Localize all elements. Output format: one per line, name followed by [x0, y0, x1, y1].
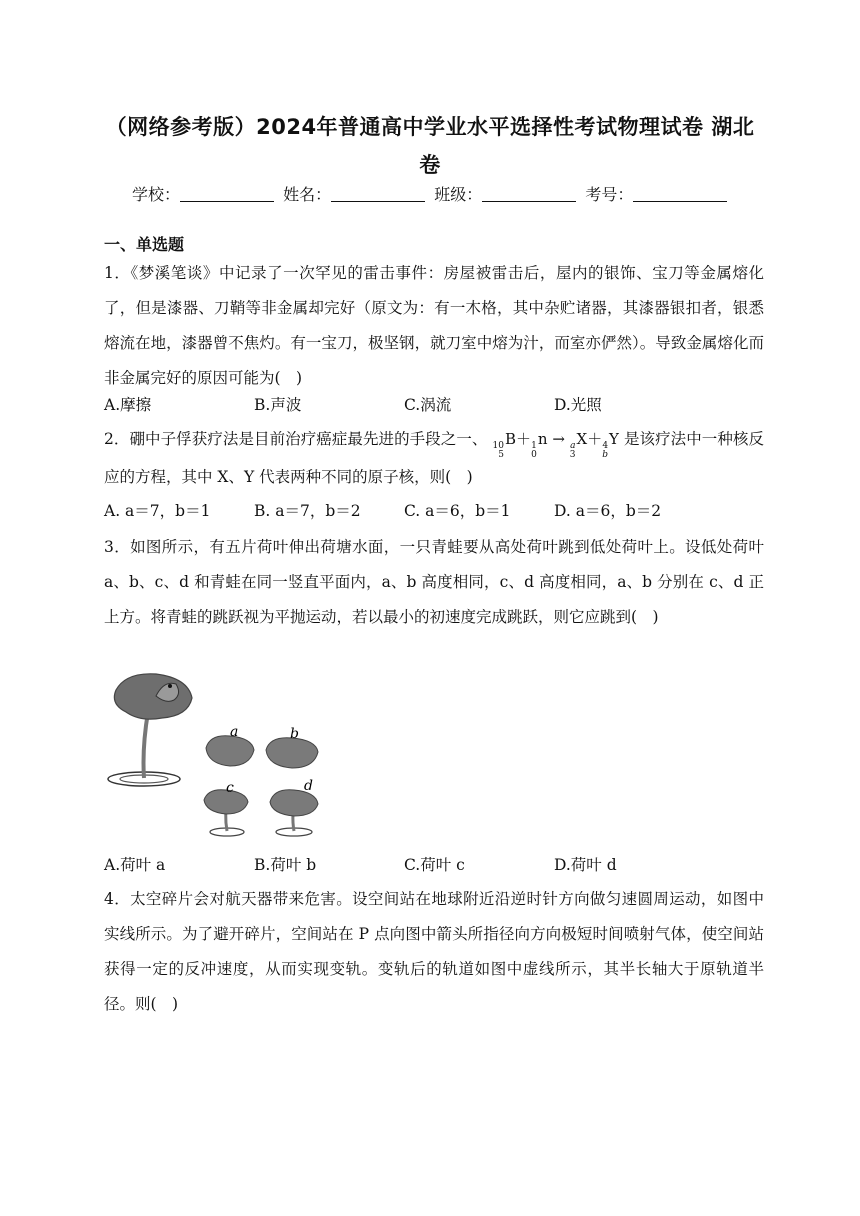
class-label: 班级：	[434, 185, 483, 204]
q3-option-b[interactable]: B.荷叶 b	[254, 856, 317, 874]
leaf-a	[206, 736, 254, 766]
student-info-line	[132, 182, 752, 208]
question-3-text: 3．如图所示，有五片荷叶伸出荷塘水面，一只青蛙要从高处荷叶跳到低处荷叶上。设低处荷叶 a、b、c、d 和青蛙在同一竖直平面内，a、b 高度相同，c、d 高度相同，a、b 分别在 c、d 正上方。将青蛙的跳跃视为平抛运动，若以最小的初速度完成跳跃，则它应跳到( )	[104, 538, 764, 626]
school-label: 学校：	[132, 185, 181, 204]
class-blank[interactable]	[482, 183, 576, 202]
q1-option-b[interactable]: B.声波	[254, 396, 302, 414]
school-blank[interactable]	[180, 183, 274, 202]
high-leaf	[114, 674, 192, 719]
frog-eye	[168, 684, 172, 688]
leaf-c-label: c	[226, 780, 234, 796]
leaf-d-label: d	[304, 778, 313, 794]
question-2-text	[104, 422, 764, 495]
lotus-leaves-figure	[104, 668, 344, 848]
q2-option-a[interactable]: A. a＝7，b＝1	[104, 502, 211, 520]
q2-option-c[interactable]: C. a＝6，b＝1	[404, 502, 511, 520]
question-4-text: 4．太空碎片会对航天器带来危害。设空间站在地球附近沿逆时针方向做匀速圆周运动，如图中实线所示。为了避开碎片，空间站在 P 点向图中箭头所指径向方向极短时间喷射气体，使空间站获得一定的反冲速度，从而实现变轨。变轨后的轨道如图中虚线所示，其半长轴大于原轨道半径。则( )	[104, 890, 764, 1013]
question-1-text: 1．《梦溪笔谈》中记录了一次罕见的雷击事件：房屋被雷击后，屋内的银饰、宝刀等金属熔化了，但是漆器、刀鞘等非金属却完好（原文为：有一木格，其中杂贮诸器，其漆器银扣者，银悉熔流在地，漆器曾不焦灼。有一宝刀，极坚钢，就刀室中熔为汁，而室亦俨然）。导致金属熔化而非金属完好的原因可能为( )	[104, 264, 764, 387]
q2-text-after: 是该疗法中一种核反应的方程，其中 X、Y 代表两种不同的原子核，则( )	[104, 430, 764, 486]
q2-option-d[interactable]: D. a＝6，b＝2	[554, 502, 662, 520]
exam-title: （网络参考版）2024年普通高中学业水平选择性考试物理试卷 湖北卷	[105, 115, 755, 177]
q1-option-d[interactable]: D.光照	[554, 396, 602, 414]
q3-option-d[interactable]: D.荷叶 d	[554, 856, 617, 874]
exam-no-label: 考号：	[585, 185, 634, 204]
name-blank[interactable]	[331, 183, 425, 202]
q3-option-a[interactable]: A.荷叶 a	[104, 856, 166, 874]
high-leaf-stem	[144, 712, 149, 778]
exam-no-blank[interactable]	[633, 183, 727, 202]
q1-option-c[interactable]: C.涡流	[404, 396, 452, 414]
q2-text-before: 2．硼中子俘获疗法是目前治疗癌症最先进的手段之一、	[104, 430, 488, 448]
leaf-b-label: b	[290, 726, 299, 742]
q2-option-b[interactable]: B. a＝7，b＝2	[254, 502, 361, 520]
name-label: 姓名：	[283, 185, 332, 204]
q1-option-a[interactable]: A.摩擦	[104, 396, 152, 414]
nuclear-equation: 10 5 B＋ 1 0 n → a 3 X＋ 4 b Y	[492, 430, 619, 460]
leaf-b	[266, 738, 318, 768]
leaf-a-label: a	[230, 724, 239, 740]
q3-option-c[interactable]: C.荷叶 c	[404, 856, 465, 874]
section-title: 一、单选题	[104, 235, 185, 254]
